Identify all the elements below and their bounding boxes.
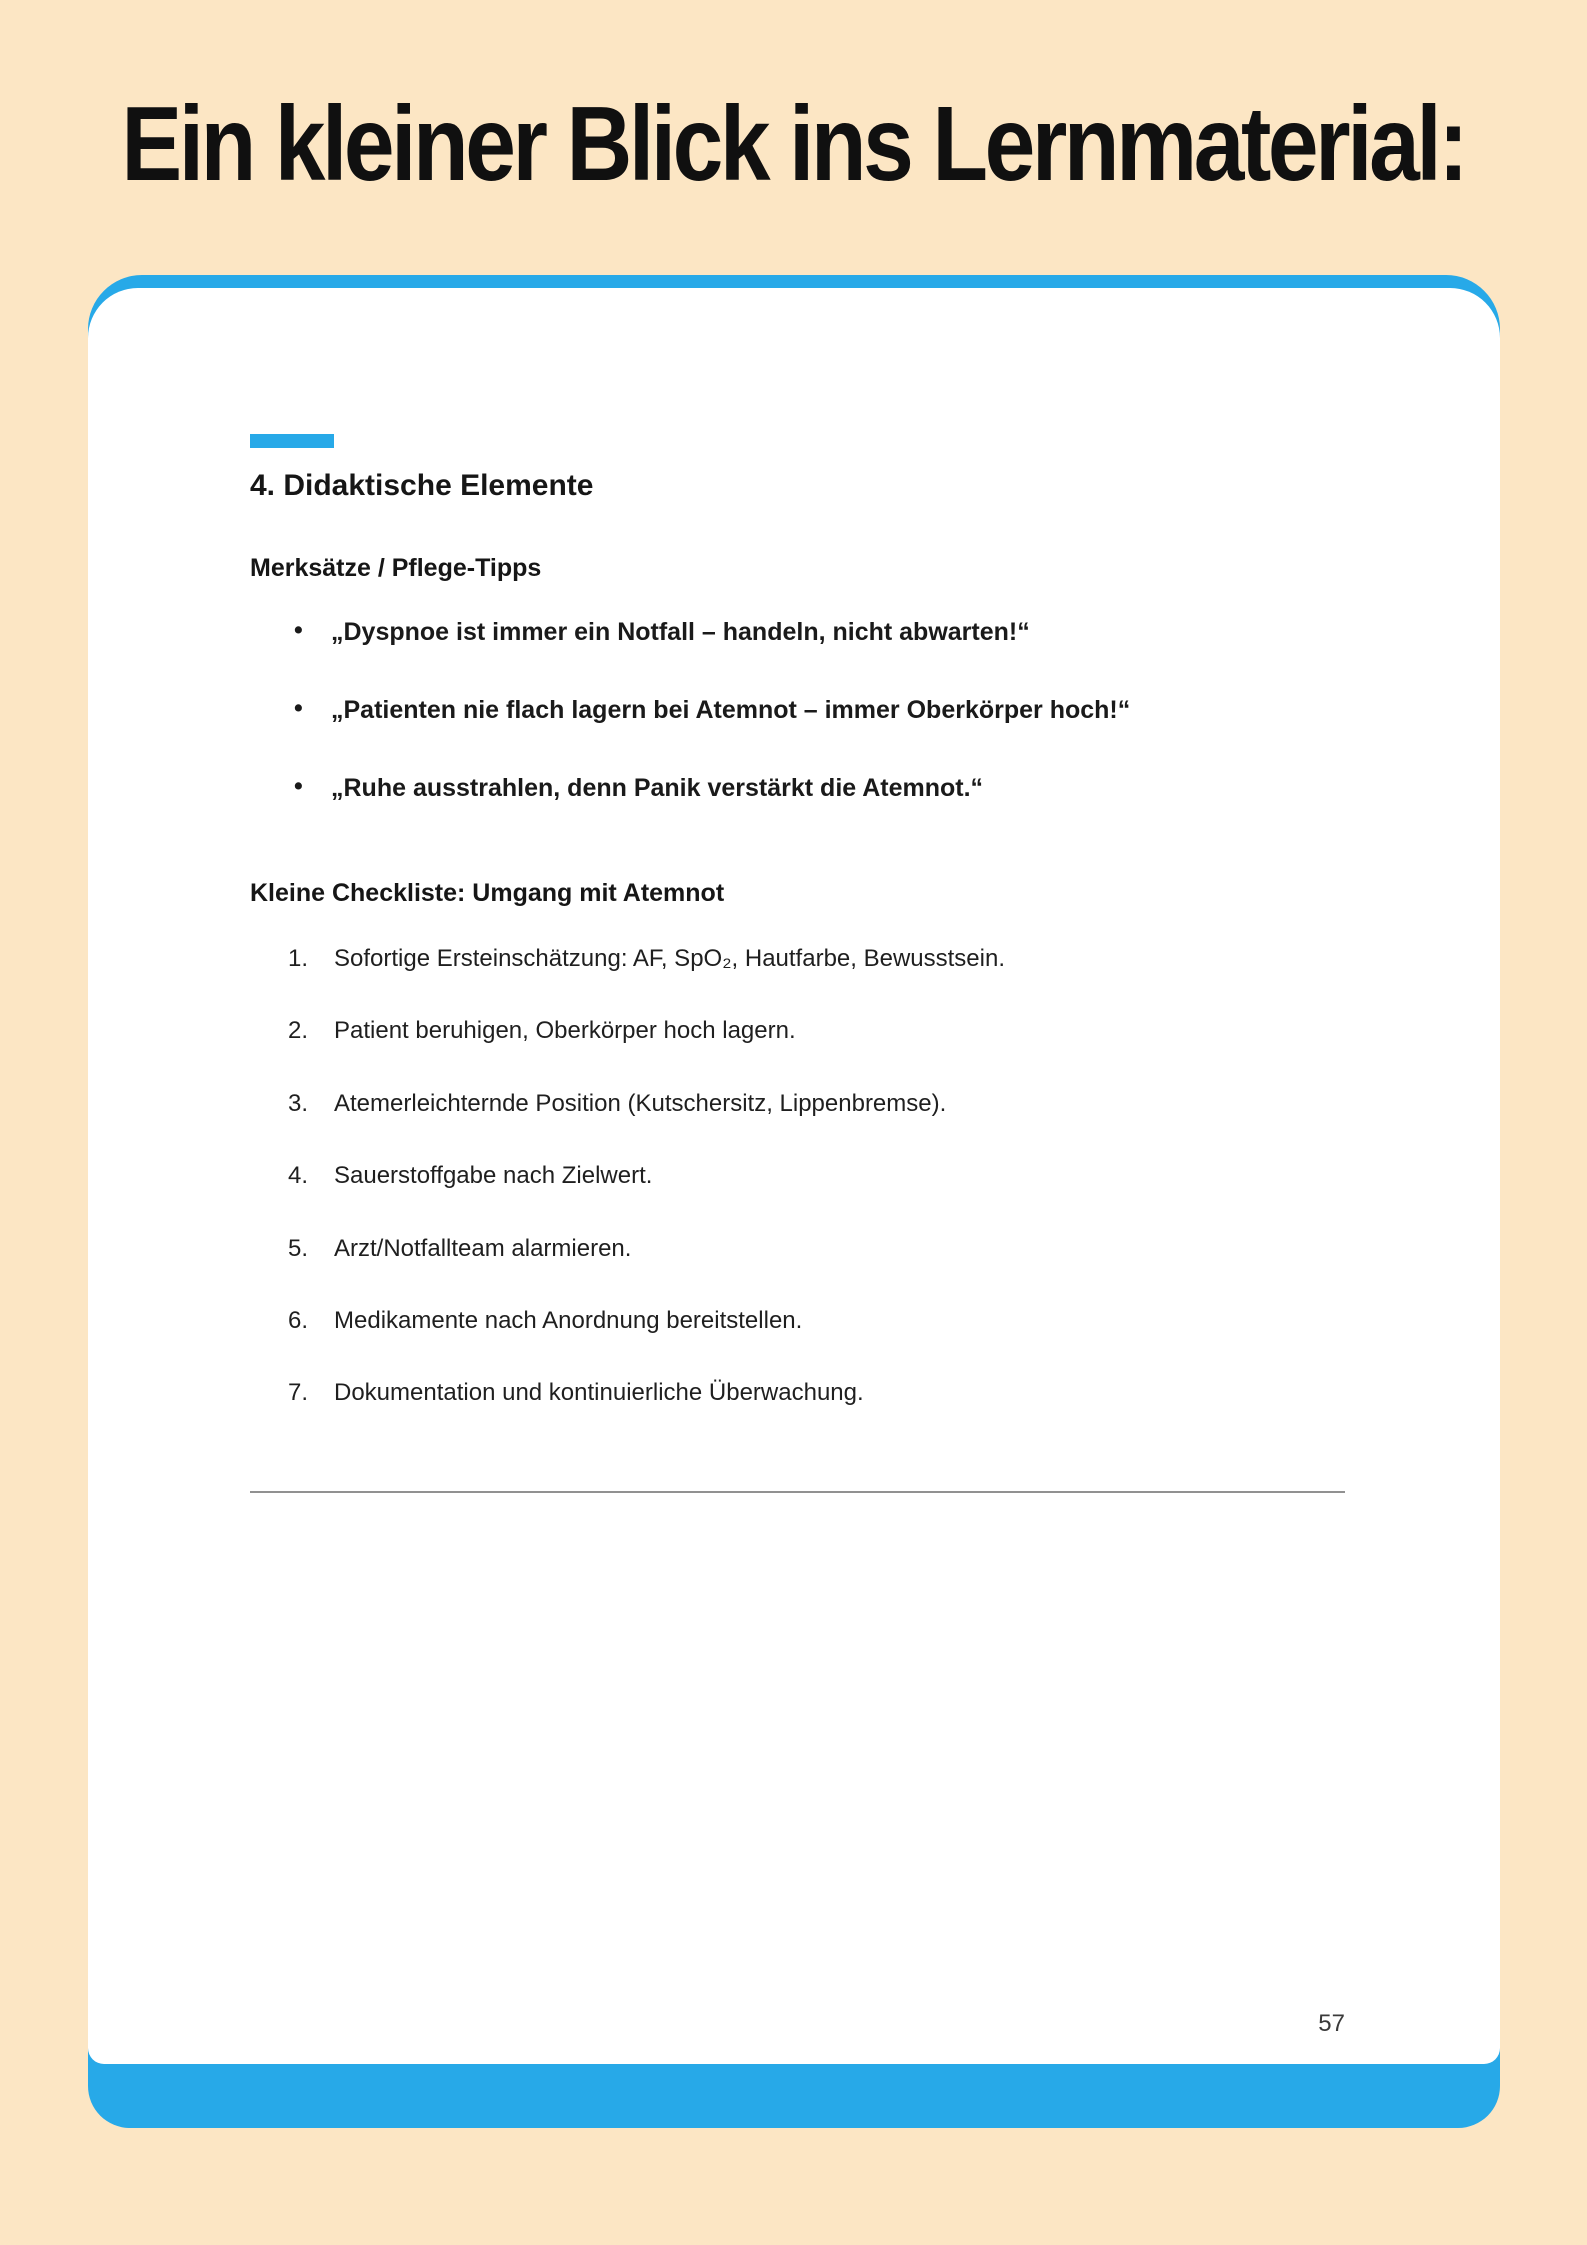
list-item-number: 2. — [288, 1017, 309, 1045]
list-item-text: Dokumentation und kontinuierliche Überwachung. — [334, 1379, 864, 1407]
list-item-text: „Ruhe ausstrahlen, denn Panik verstärkt die Atemnot.“ — [331, 774, 984, 802]
document-page — [88, 288, 1500, 2064]
section-heading: 4. Didaktische Elemente — [250, 469, 594, 502]
bullet-icon: • — [294, 616, 303, 644]
page-number: 57 — [1318, 2010, 1345, 2037]
list-item — [250, 774, 1345, 802]
page-title-text: Ein kleiner Blick ins Lernmaterial: — [121, 85, 1466, 203]
list-item — [250, 1091, 1345, 1117]
list-item-text: Sofortige Ersteinschätzung: AF, SpO₂, Hautfarbe, Bewusstsein. — [334, 945, 1005, 972]
merksaetze-list — [250, 618, 1345, 802]
bullet-icon: • — [294, 694, 303, 722]
list-item-text: Atemerleichternde Position (Kutschersitz, Lippenbremse). — [334, 1089, 947, 1117]
list-item — [250, 1308, 1345, 1334]
merksaetze-heading: Merksätze / Pflege-Tipps — [250, 554, 542, 582]
list-item-text: Medikamente nach Anordnung bereitstellen. — [334, 1306, 803, 1334]
list-item-number: 6. — [288, 1306, 309, 1334]
list-item — [250, 618, 1345, 646]
list-item — [250, 1163, 1345, 1189]
bullet-icon: • — [294, 772, 303, 800]
divider — [250, 1491, 1345, 1493]
list-item — [250, 696, 1345, 724]
list-item — [250, 1018, 1345, 1044]
list-item — [250, 1380, 1345, 1406]
list-item — [250, 946, 1345, 972]
list-item — [250, 1236, 1345, 1262]
list-item-number: 4. — [288, 1162, 309, 1190]
list-item-text: Arzt/Notfallteam alarmieren. — [334, 1234, 632, 1262]
checkliste-heading: Kleine Checkliste: Umgang mit Atemnot — [250, 879, 725, 907]
list-item-text: Patient beruhigen, Oberkörper hoch lagern. — [334, 1017, 796, 1045]
accent-bar — [250, 434, 334, 448]
checkliste-list — [250, 946, 1345, 1407]
list-item-text: „Dyspnoe ist immer ein Notfall – handeln, nicht abwarten!“ — [331, 618, 1030, 646]
list-item-text: Sauerstoffgabe nach Zielwert. — [334, 1162, 653, 1190]
list-item-number: 5. — [288, 1234, 309, 1262]
list-item-number: 1. — [288, 945, 309, 972]
list-item-number: 7. — [288, 1379, 309, 1407]
document-preview-card — [88, 275, 1500, 2128]
page-title — [0, 84, 1587, 206]
list-item-text: „Patienten nie flach lagern bei Atemnot – immer Oberkörper hoch!“ — [331, 696, 1131, 724]
list-item-number: 3. — [288, 1089, 309, 1117]
